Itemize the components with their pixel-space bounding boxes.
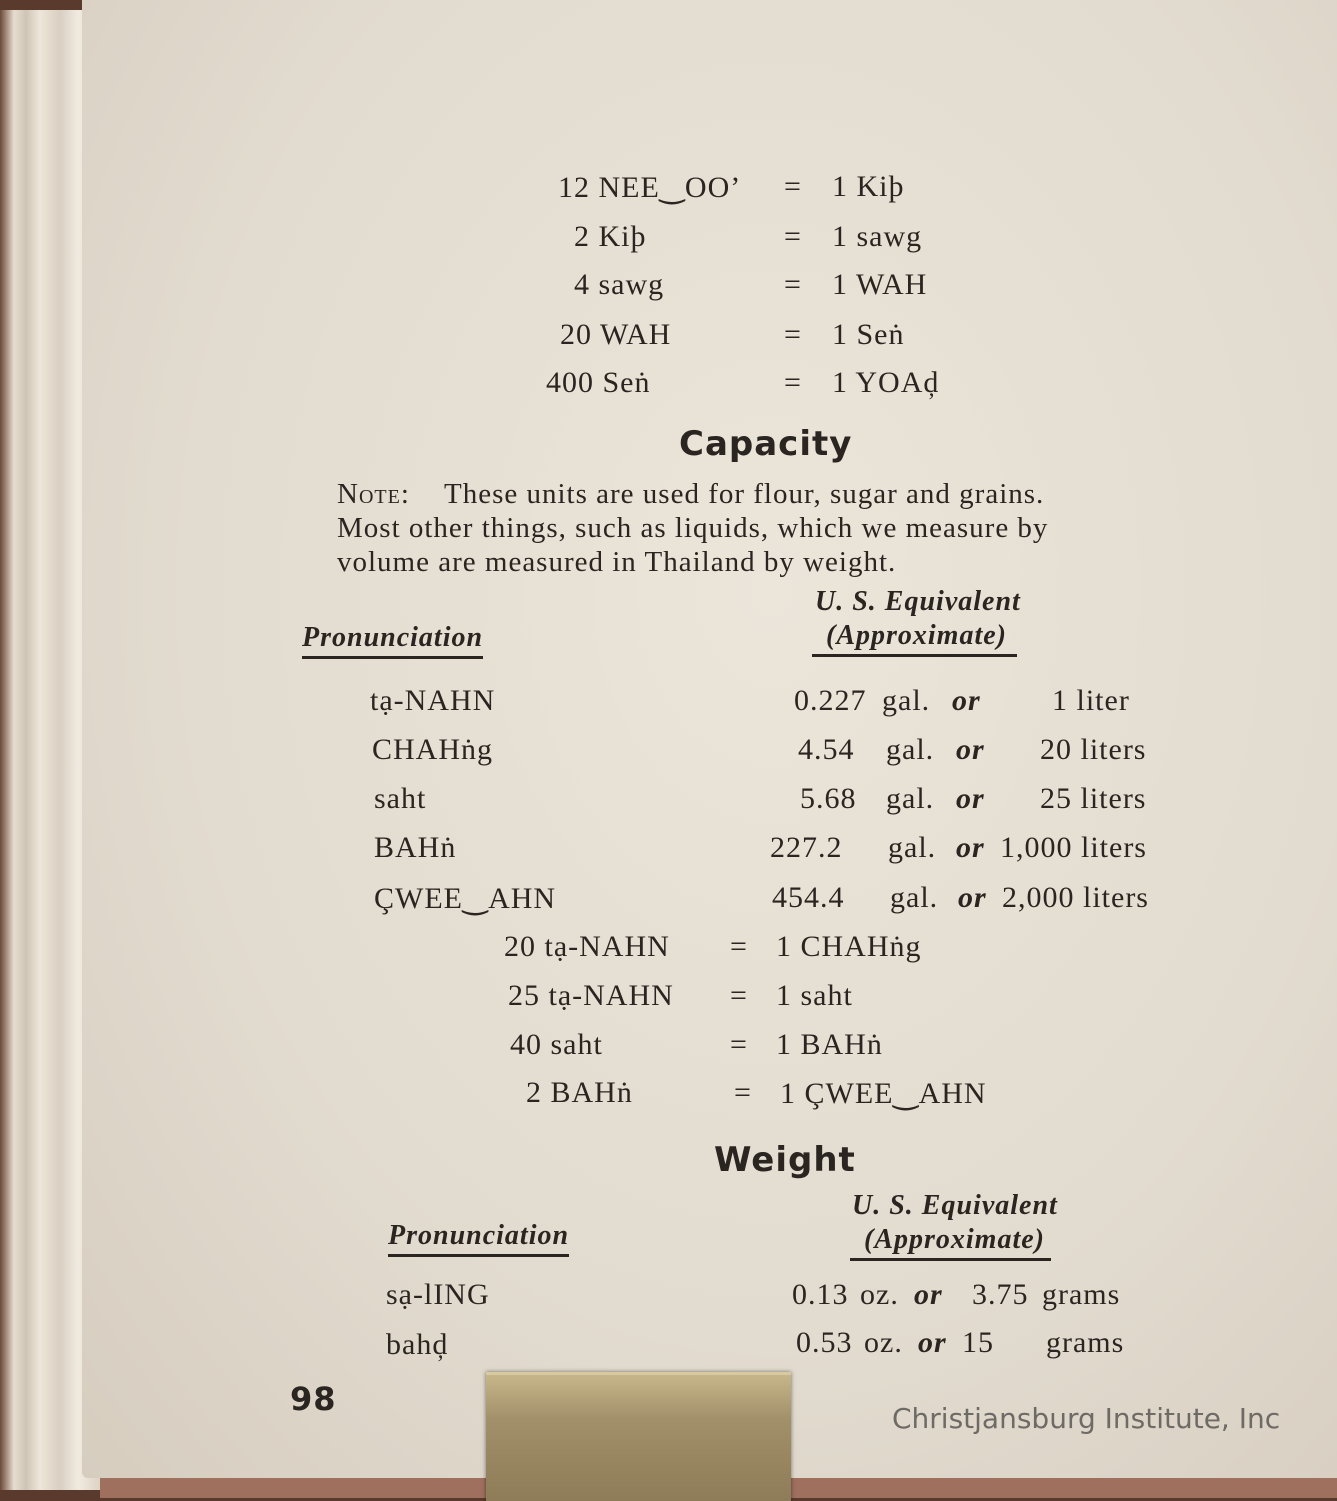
weight-row-0-name: sạ-lING <box>386 1278 490 1311</box>
length-left-2: 4 sawg <box>574 268 665 301</box>
capacity-row-1-or: or <box>956 733 985 766</box>
weight-row-0-unit: oz. <box>860 1278 899 1311</box>
capacity-row-4-or: or <box>958 881 987 914</box>
conversion-left-0: 20 tạ-NAHN <box>504 930 670 963</box>
weight-equiv-header-2: (Approximate) <box>850 1224 1051 1261</box>
capacity-pronunciation-header: Pronunciation <box>302 622 483 659</box>
weight-row-1-metric-num: 15 <box>962 1326 994 1359</box>
length-left-3: 20 WAH <box>560 318 672 351</box>
capacity-row-3-val: 227.2 <box>770 831 843 864</box>
weight-row-0-or: or <box>914 1278 943 1311</box>
capacity-row-3-or: or <box>956 831 985 864</box>
conversion-eq-2: = <box>730 1028 748 1061</box>
length-eq-1: = <box>784 220 802 253</box>
note-line-0: These units are used for flour, sugar and grains. <box>444 478 1045 510</box>
capacity-row-2-name: saht <box>374 782 427 815</box>
weight-heading: Weight <box>714 1140 856 1180</box>
conversion-eq-1: = <box>730 979 748 1012</box>
capacity-row-3-metric: 1,000 liters <box>1000 831 1147 864</box>
conversion-right-3: 1 ÇWEE‿AHN <box>780 1077 987 1110</box>
capacity-heading: Capacity <box>679 424 853 464</box>
weight-pronunciation-header: Pronunciation <box>388 1220 569 1257</box>
watermark-text: Christjansburg Institute, Inc <box>892 1402 1281 1435</box>
book-page <box>82 0 1337 1478</box>
weight-row-0-val: 0.13 <box>792 1278 849 1311</box>
capacity-row-2-unit: gal. <box>886 782 935 815</box>
capacity-row-3-unit: gal. <box>888 831 937 864</box>
capacity-row-2-metric: 25 liters <box>1040 782 1147 815</box>
length-right-2: 1 WAH <box>832 268 928 301</box>
conversion-left-2: 40 saht <box>510 1028 603 1061</box>
conversion-right-0: 1 CHAHṅg <box>776 930 922 963</box>
conversion-left-3: 2 BAHṅ <box>526 1076 633 1109</box>
conversion-right-2: 1 BAHṅ <box>776 1028 883 1061</box>
capacity-row-4-unit: gal. <box>890 881 939 914</box>
weight-row-1-unit: oz. <box>864 1326 903 1359</box>
length-eq-3: = <box>784 318 802 351</box>
conversion-eq-0: = <box>730 930 748 963</box>
conversion-right-1: 1 saht <box>776 979 853 1012</box>
note-line-1: Most other things, such as liquids, which we measure by <box>337 512 1049 544</box>
note-label: Note: <box>337 478 410 510</box>
weight-row-0-metric-unit: grams <box>1042 1278 1121 1311</box>
capacity-row-1-name: CHAHṅg <box>372 733 494 766</box>
length-right-3: 1 Seṅ <box>832 318 905 351</box>
book-stand <box>486 1372 791 1501</box>
capacity-row-2-val: 5.68 <box>800 782 857 815</box>
capacity-row-0-unit: gal. <box>882 684 931 717</box>
capacity-row-0-val: 0.227 <box>794 684 867 717</box>
capacity-row-4-metric: 2,000 liters <box>1002 881 1149 914</box>
length-eq-2: = <box>784 268 802 301</box>
length-right-1: 1 sawg <box>832 220 923 253</box>
capacity-row-4-val: 454.4 <box>772 881 845 914</box>
capacity-row-1-unit: gal. <box>886 733 935 766</box>
length-eq-0: = <box>784 170 802 203</box>
length-right-4: 1 YOAḑ <box>832 366 940 399</box>
length-right-0: 1 Kiþ <box>832 170 905 203</box>
weight-row-1-or: or <box>918 1326 947 1359</box>
length-left-4: 400 Seṅ <box>546 366 651 399</box>
capacity-row-0-or: or <box>952 684 981 717</box>
weight-row-1-name: bahḑ <box>386 1328 449 1361</box>
page-number: 98 <box>290 1380 337 1418</box>
note-line-2: volume are measured in Thailand by weight. <box>337 546 897 578</box>
capacity-equiv-header-1: U. S. Equivalent <box>815 586 1021 617</box>
conversion-left-1: 25 tạ-NAHN <box>508 979 674 1012</box>
weight-row-1-metric-unit: grams <box>1046 1326 1125 1359</box>
length-eq-4: = <box>784 366 802 399</box>
conversion-eq-3: = <box>734 1076 752 1109</box>
capacity-row-0-name: tạ-NAHN <box>370 684 496 717</box>
length-left-0: 12 NEE‿OO’ <box>558 171 742 204</box>
capacity-row-1-metric: 20 liters <box>1040 733 1147 766</box>
weight-row-1-val: 0.53 <box>796 1326 853 1359</box>
capacity-row-2-or: or <box>956 782 985 815</box>
capacity-row-0-metric: 1 liter <box>1052 684 1130 717</box>
length-left-1: 2 Kiþ <box>574 220 647 253</box>
capacity-row-4-name: ÇWEE‿AHN <box>374 882 557 915</box>
weight-row-0-metric-num: 3.75 <box>972 1278 1029 1311</box>
capacity-row-3-name: BAHṅ <box>374 831 457 864</box>
capacity-row-1-val: 4.54 <box>798 733 855 766</box>
capacity-equiv-header-2: (Approximate) <box>812 620 1017 657</box>
weight-equiv-header-1: U. S. Equivalent <box>852 1190 1058 1221</box>
